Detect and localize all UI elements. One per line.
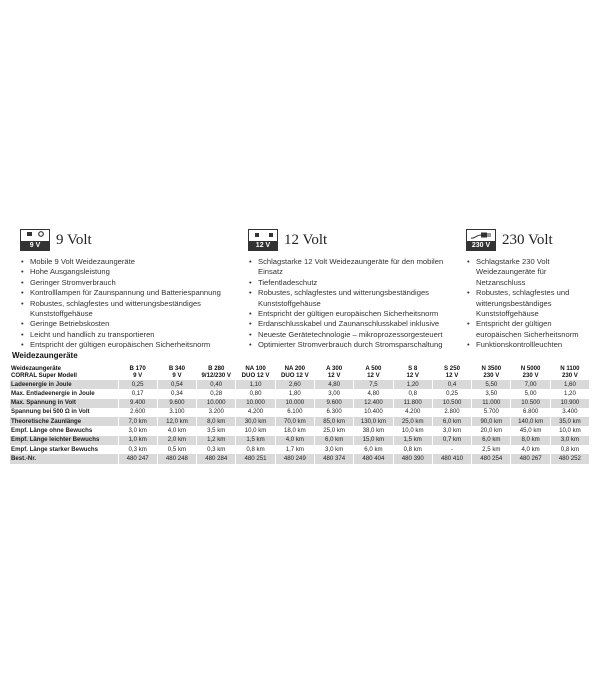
row-label: Empf. Länge leichter Bewuchs (10, 436, 118, 445)
feature-list (20, 257, 225, 351)
table-cell: 1,0 km (118, 436, 157, 445)
model-header (550, 364, 589, 380)
table-cell: 25,0 km (393, 417, 432, 426)
table-cell: 0,34 (157, 389, 196, 398)
model-name: A 300 (326, 365, 343, 373)
table-cell: 480 251 (236, 454, 275, 463)
feature-item: • Geringer Stromverbrauch (30, 278, 225, 288)
battery-terminals-icon (24, 231, 48, 240)
feature-item: • Entspricht der gültigen europäischen Sicherheitsnorm (258, 309, 448, 319)
table-cell: 3,00 (314, 389, 353, 398)
table-cell: 3,50 (472, 389, 511, 398)
table-cell: 6,0 km (472, 436, 511, 445)
model-name: NA 200 (284, 365, 306, 373)
table-cell: 20,0 km (472, 426, 511, 435)
model-name: S 250 (444, 365, 460, 373)
table-row (10, 445, 590, 454)
row-label: Max. Spannung in Volt (10, 399, 118, 408)
table-section-title: Weidezaungeräte (12, 351, 78, 360)
feature-item: • Kontrolllampen für Zaunspannung und Batteriespannung (30, 288, 225, 298)
table-cell: 18,0 km (275, 426, 314, 435)
table-cell: 0,7 km (432, 436, 471, 445)
model-voltage: 12 V (445, 372, 459, 380)
table-cell: 3,0 km (432, 426, 471, 435)
model-header (393, 364, 432, 380)
model-header (511, 364, 550, 380)
table-cell: 1,2 km (197, 436, 236, 445)
table-cell: 480 247 (118, 454, 157, 463)
row-label: Theoretische Zaunlänge (10, 417, 118, 426)
feature-list (466, 257, 591, 351)
model-name: S 8 (408, 365, 418, 373)
row-label: Empf. Länge starker Bewuchs (10, 445, 118, 454)
table-cell: 2,5 km (472, 445, 511, 454)
table-cell: 2,60 (275, 380, 314, 389)
column-header (466, 228, 591, 252)
voltage-plate: 12 V (249, 241, 277, 250)
table-cell: 1,60 (550, 380, 589, 389)
model-name: B 170 (129, 365, 146, 373)
table-cell: 6.800 (511, 408, 550, 417)
table-cell: 0,4 (432, 380, 471, 389)
table-cell: 12,0 km (157, 417, 196, 426)
model-header (197, 364, 236, 380)
feature-item: • Entspricht der gültigen europäischen Sicherheitsnorm (476, 319, 591, 340)
table-row (10, 454, 590, 463)
table-cell: 0,25 (432, 389, 471, 398)
row-label: Best.-Nr. (10, 454, 118, 463)
feature-item: • Funktionskontrollleuchten (476, 340, 591, 350)
table-cell: 5,00 (511, 389, 550, 398)
feature-item: • Robustes, schlagfestes und witterungsbeständiges Kunststoffgehäuse (258, 288, 448, 309)
table-cell: 1,80 (275, 389, 314, 398)
table-cell: - (432, 445, 471, 454)
table-cell: 130,0 km (354, 417, 393, 426)
model-header (275, 364, 314, 380)
table-cell: 0,8 km (550, 445, 589, 454)
table-cell: 1,20 (393, 380, 432, 389)
feature-item: • Neueste Gerätetechnologie – mikroprozessorgesteuert (258, 330, 448, 340)
table-cell: 3.100 (157, 408, 196, 417)
table-cell: 2.800 (432, 408, 471, 417)
model-name: A 500 (365, 365, 382, 373)
table-cell: 5.700 (472, 408, 511, 417)
feature-item: • Leicht und handlich zu transportieren (30, 330, 225, 340)
table-cell: 480 249 (275, 454, 314, 463)
table-cell: 0,17 (118, 389, 157, 398)
model-voltage: 230 V (561, 372, 578, 380)
table-cell: 0,80 (236, 389, 275, 398)
table-cell: 10,0 km (550, 426, 589, 435)
table-cell: 480 390 (393, 454, 432, 463)
table-cell: 1,20 (550, 389, 589, 398)
table-cell: 4.200 (236, 408, 275, 417)
column-title: 12 Volt (284, 231, 328, 248)
column-header (20, 228, 225, 252)
feature-item: • Tiefentladeschutz (258, 278, 448, 288)
model-name: N 3500 (481, 365, 502, 373)
header-label-cell (10, 364, 118, 380)
table-row (10, 436, 590, 445)
table-cell: 7,00 (511, 380, 550, 389)
table-cell: 30,0 km (236, 417, 275, 426)
table-cell: 10,0 km (236, 426, 275, 435)
table-cell: 3.400 (550, 408, 589, 417)
table-cell: 7,0 km (118, 417, 157, 426)
table-cell: 38,0 km (354, 426, 393, 435)
voltage-plate: 9 V (21, 241, 49, 250)
table-cell: 6,0 km (432, 417, 471, 426)
column-9-volt (20, 228, 225, 351)
table-cell: 2,0 km (157, 436, 196, 445)
table-cell: 4.200 (393, 408, 432, 417)
table-cell: 3,0 km (118, 426, 157, 435)
model-voltage: 230 V (522, 372, 539, 380)
row-label: Spannung bei 500 Ω in Volt (10, 408, 118, 417)
model-name: N 5000 (520, 365, 541, 373)
column-230-volt (466, 228, 591, 351)
table-row (10, 380, 590, 389)
table-cell: 0,54 (157, 380, 196, 389)
table-cell: 7,5 (354, 380, 393, 389)
table-cell: 3,5 km (197, 426, 236, 435)
table-cell: 10.000 (197, 399, 236, 408)
table-cell: 70,0 km (275, 417, 314, 426)
table-cell: 0,8 (393, 389, 432, 398)
table-cell: 8,0 km (511, 436, 550, 445)
table-cell: 11.000 (472, 399, 511, 408)
model-name: B 280 (208, 365, 225, 373)
table-row (10, 417, 590, 426)
table-cell: 4,80 (314, 380, 353, 389)
table-cell: 10.000 (275, 399, 314, 408)
feature-item: • Geringe Betriebskosten (30, 319, 225, 329)
feature-item: • Schlagstarke 230 Volt Weidezaungeräte für Netzanschluss (476, 257, 591, 288)
table-cell: 6,0 km (314, 436, 353, 445)
model-header (157, 364, 196, 380)
feature-item: • Robustes, schlagfestes und witterungsbeständiges Kunststoffgehäuse (476, 288, 591, 319)
table-cell: 4,0 km (511, 445, 550, 454)
column-title: 9 Volt (56, 231, 92, 248)
table-cell: 480 404 (354, 454, 393, 463)
model-voltage: 12 V (406, 372, 419, 380)
table-cell: 1,5 km (236, 436, 275, 445)
table-cell: 480 374 (314, 454, 353, 463)
table-cell: 6.300 (314, 408, 353, 417)
car-battery-12v-icon (248, 229, 278, 251)
table-cell: 480 410 (432, 454, 471, 463)
column-title: 230 Volt (502, 231, 553, 248)
model-header (472, 364, 511, 380)
table-cell: 6.100 (275, 408, 314, 417)
table-cell: 0,25 (118, 380, 157, 389)
battery-9v-icon (20, 229, 50, 251)
table-cell: 85,0 km (314, 417, 353, 426)
header-label-line: Weidezaungeräte (11, 365, 62, 373)
model-header (236, 364, 275, 380)
table-cell: 5,50 (472, 380, 511, 389)
table-cell: 15,0 km (354, 436, 393, 445)
table-cell: 480 252 (550, 454, 589, 463)
feature-item: • Optimierter Stromverbrauch durch Stromsparschaltung (258, 340, 448, 350)
feature-list (248, 257, 448, 351)
feature-item: • Erdanschlusskabel und Zaunanschlusskabel inklusive (258, 319, 448, 329)
model-voltage: 12 V (367, 372, 380, 380)
table-cell: 10.900 (550, 399, 589, 408)
spec-table (10, 364, 590, 464)
table-cell: 480 284 (197, 454, 236, 463)
model-voltage: 230 V (483, 372, 500, 380)
table-cell: 480 248 (157, 454, 196, 463)
model-header (354, 364, 393, 380)
model-header (314, 364, 353, 380)
table-cell: 1,5 km (393, 436, 432, 445)
table-body (10, 380, 590, 464)
model-voltage: 9/12/230 V (201, 372, 231, 380)
table-cell: 1,7 km (275, 445, 314, 454)
plug-icon (470, 231, 494, 240)
model-voltage: 9 V (133, 372, 143, 380)
model-voltage: DUO 12 V (280, 372, 309, 380)
table-cell: 10.500 (432, 399, 471, 408)
table-cell: 35,0 km (550, 417, 589, 426)
table-cell: 9.600 (314, 399, 353, 408)
feature-item: • Entspricht der gültigen europäischen Sicherheitsnorm (30, 340, 225, 350)
table-cell: 9.600 (157, 399, 196, 408)
model-voltage: 12 V (327, 372, 341, 380)
battery-terminals-icon (252, 231, 276, 240)
table-cell: 90,0 km (472, 417, 511, 426)
feature-item: • Mobile 9 Volt Weidezaungeräte (30, 257, 225, 267)
table-header-row (10, 364, 590, 380)
table-cell: 0,3 km (197, 445, 236, 454)
table-cell: 4,0 km (157, 426, 196, 435)
table-cell: 0,28 (197, 389, 236, 398)
voltage-plate: 230 V (467, 241, 495, 250)
table-cell: 4,0 km (275, 436, 314, 445)
table-cell: 10.500 (511, 399, 550, 408)
mains-plug-230v-icon (466, 229, 496, 251)
model-name: B 340 (168, 365, 186, 373)
table-cell: 3,0 km (550, 436, 589, 445)
table-cell: 4,80 (354, 389, 393, 398)
table-cell: 9.400 (118, 399, 157, 408)
table-cell: 25,0 km (314, 426, 353, 435)
model-voltage: 9 V (172, 372, 182, 380)
table-cell: 45,0 km (511, 426, 550, 435)
feature-item: • Hohe Ausgangsleistung (30, 267, 225, 277)
column-header (248, 228, 448, 252)
table-cell: 140,0 km (511, 417, 550, 426)
table-cell: 8,0 km (197, 417, 236, 426)
table-row (10, 399, 590, 408)
table-cell: 3.200 (197, 408, 236, 417)
table-cell: 0,5 km (157, 445, 196, 454)
table-row (10, 389, 590, 398)
table-cell: 3,0 km (314, 445, 353, 454)
table-cell: 6,0 km (354, 445, 393, 454)
model-header (432, 364, 471, 380)
model-header (118, 364, 157, 380)
table-cell: 12.400 (354, 399, 393, 408)
table-cell: 480 254 (472, 454, 511, 463)
feature-item: • Robustes, schlagfestes und witterungsbeständiges Kunststoffgehäuse (30, 299, 225, 320)
table-cell: 0,3 km (118, 445, 157, 454)
feature-item: • Schlagstarke 12 Volt Weidezaungeräte für den mobilen Einsatz (258, 257, 448, 278)
row-label: Empf. Länge ohne Bewuchs (10, 426, 118, 435)
table-cell: 10,0 km (393, 426, 432, 435)
table-cell: 0,40 (197, 380, 236, 389)
table-cell: 10.000 (236, 399, 275, 408)
model-name: NA 100 (245, 365, 266, 373)
model-name: N 1100 (560, 365, 580, 373)
column-12-volt (248, 228, 448, 351)
table-cell: 2.600 (118, 408, 157, 417)
table-row (10, 426, 590, 435)
table-cell: 480 267 (511, 454, 550, 463)
row-label: Max. Entladeenergie in Joule (10, 389, 118, 398)
table-cell: 11.800 (393, 399, 432, 408)
model-voltage: DUO 12 V (241, 372, 270, 380)
table-cell: 10.400 (354, 408, 393, 417)
table-row (10, 408, 590, 417)
table-cell: 0,8 km (236, 445, 275, 454)
row-label: Ladeenergie in Joule (10, 380, 118, 389)
header-label-line: CORRAL Super Modell (11, 372, 77, 380)
table-cell: 0,8 km (393, 445, 432, 454)
table-cell: 1,10 (236, 380, 275, 389)
